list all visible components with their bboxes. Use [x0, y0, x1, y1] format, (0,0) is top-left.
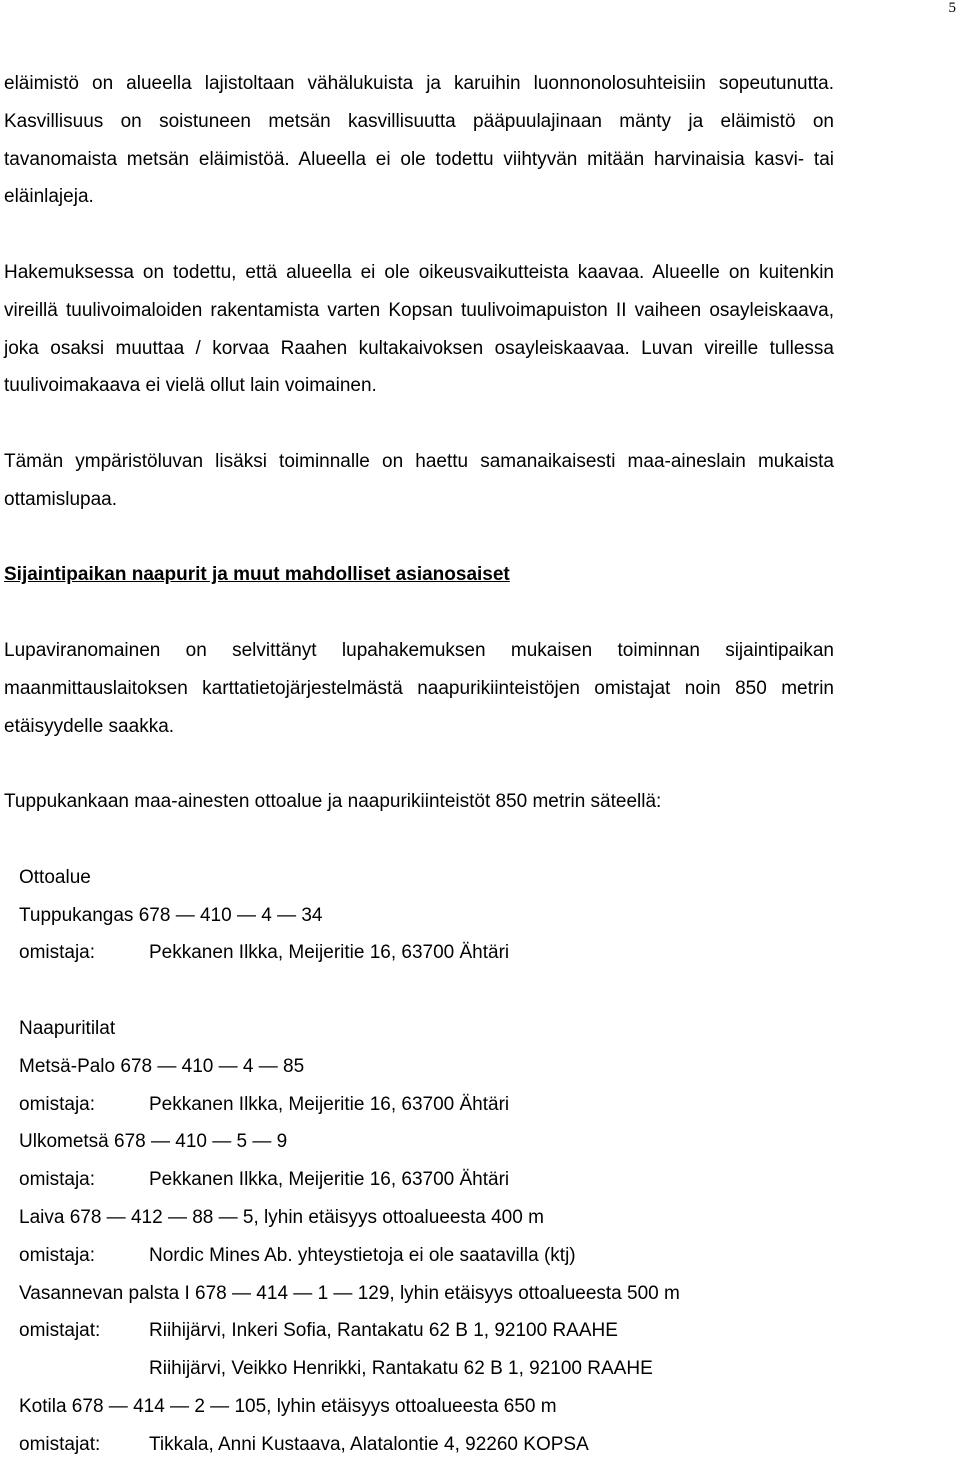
owner-label: omistaja:	[19, 1093, 96, 1115]
property-row: Ulkometsä 678 — 410 — 5 — 9	[19, 1131, 288, 1153]
section-heading: Sijaintipaikan naapurit ja muut mahdolliset asianosaiset	[4, 564, 510, 586]
paragraph-neighbours: Lupaviranomainen on selvittänyt lupahakemuksen mukaisen toiminnan sijaintipaikan maanmittauslaitoksen karttatietojärjestelmästä naapurikiinteistöjen omistajat noin 850 metrin etäisyydelle saakka.	[4, 639, 834, 737]
property-row: Laiva 678 — 412 — 88 — 5, lyhin etäisyys ottoalueesta 400 m	[19, 1206, 544, 1228]
paragraph-zoning: Hakemuksessa on todettu, että alueella ei ole oikeusvaikutteista kaavaa. Alueelle on kuitenkin vireillä tuulivoimaloiden rakentamista varten Kopsan tuulivoimapuiston II vaiheen osayleiskaava, joka osaksi muuttaa / korvaa Raahen kultakaivoksen osayleiskaavaa. Luvan vireille tullessa tuulivoimakaava ei vielä ollut lain voimainen.	[4, 261, 834, 397]
owner-row	[19, 934, 834, 972]
owner-row	[19, 1312, 834, 1350]
owner-label: omistajat:	[19, 1433, 101, 1455]
ottoalue-block	[19, 859, 834, 972]
owner-value: Pekkanen Ilkka, Meijeritie 16, 63700 Ähtäri	[149, 1169, 510, 1191]
owner-value: Pekkanen Ilkka, Meijeritie 16, 63700 Ähtäri	[149, 1093, 510, 1115]
owner-value-secondary: Riihijärvi, Veikko Henrikki, Rantakatu 62 B 1, 92100 RAAHE	[149, 1358, 653, 1380]
property-row: Metsä-Palo 678 — 410 — 4 — 85	[19, 1055, 305, 1077]
owner-value: Riihijärvi, Inkeri Sofia, Rantakatu 62 B 1, 92100 RAAHE	[149, 1320, 618, 1342]
owner-label: omistaja:	[19, 1244, 96, 1266]
owner-label: omistaja:	[19, 942, 96, 964]
owner-label: omistajat:	[19, 1320, 101, 1342]
owner-label: omistaja:	[19, 1169, 96, 1191]
owner-value: Nordic Mines Ab. yhteystietoja ei ole saatavilla (ktj)	[149, 1244, 576, 1266]
document-body	[4, 65, 834, 1463]
property-row: Kotila 678 — 414 — 2 — 105, lyhin etäisyys ottoalueesta 650 m	[19, 1395, 557, 1417]
ottoalue-property: Tuppukangas 678 — 410 — 4 — 34	[19, 904, 323, 926]
owner-row	[19, 1426, 834, 1463]
owner-row	[19, 1237, 834, 1275]
ottoalue-title: Ottoalue	[19, 866, 91, 888]
page-number: 5	[948, 0, 956, 16]
owner-value: Tikkala, Anni Kustaava, Alatalontie 4, 92260 KOPSA	[149, 1433, 589, 1455]
owner-row	[19, 1161, 834, 1199]
paragraph-permit: Tämän ympäristöluvan lisäksi toiminnalle on haettu samanaikaisesti maa-aineslain mukaista ottamislupaa.	[4, 450, 834, 510]
paragraph-list-intro: Tuppukankaan maa-ainesten ottoalue ja naapurikiinteistöt 850 metrin säteellä:	[4, 791, 662, 813]
paragraph-fauna: eläimistö on alueella lajistoltaan vähälukuista ja karuihin luonnonolosuhteisiin sopeutunutta. Kasvillisuus on soistuneen metsän kasvillisuutta pääpuulajinaan mänty ja eläimistö on tavanomaista metsän eläimistöä. Alueella ei ole todettu viihtyvän mitään harvinaisia kasvi- tai eläinlajeja.	[4, 73, 834, 208]
naapuritilat-title: Naapuritilat	[19, 1017, 116, 1039]
naapuritilat-block	[19, 1010, 834, 1463]
owner-row	[19, 1086, 834, 1124]
property-row: Vasannevan palsta I 678 — 414 — 1 — 129, lyhin etäisyys ottoalueesta 500 m	[19, 1282, 680, 1304]
owner-value: Pekkanen Ilkka, Meijeritie 16, 63700 Ähtäri	[149, 942, 510, 964]
